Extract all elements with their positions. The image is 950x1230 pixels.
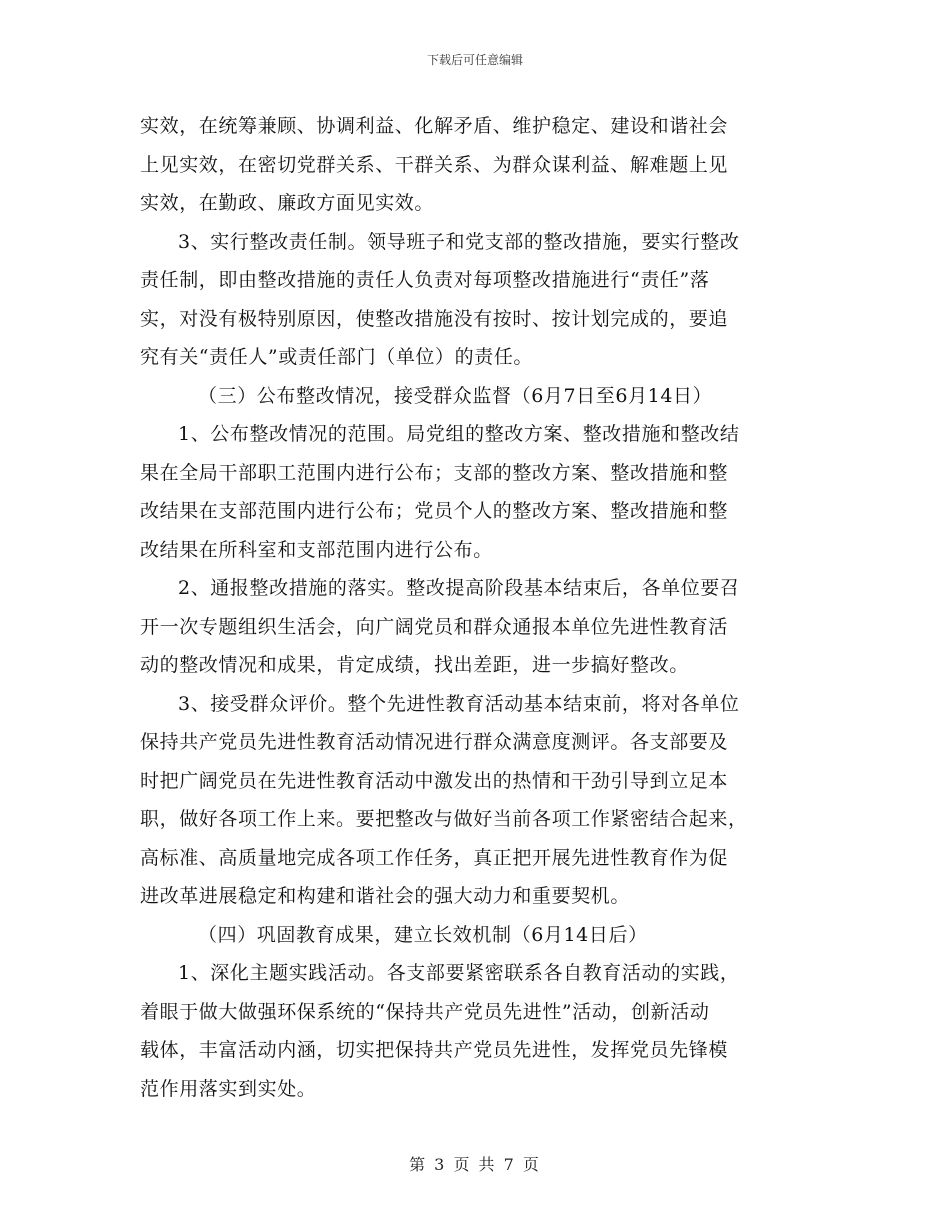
page-footer: 第 3 页 共 7 页	[409, 1155, 541, 1174]
text-line: 上见实效，在密切党群关系、干群关系、为群众谋利益、解难题上见	[140, 153, 729, 176]
text-line: 责任制，即由整改措施的责任人负责对每项整改措施进行“责任”落	[140, 269, 710, 291]
paragraph-start-line: 3、实行整改责任制。领导班子和党支部的整改措施，要实行整改	[178, 230, 740, 253]
text-line: 时把广阔党员在先进性教育活动中激发出的热情和干劲引导到立足本	[140, 769, 729, 792]
paragraph-start-line: 3、接受群众评价。整个先进性教育活动基本结束前，将对各单位	[178, 692, 740, 715]
text-line: 范作用落实到实处。	[140, 1077, 317, 1100]
text-line: 果在全局干部职工范围内进行公布；支部的整改方案、整改措施和整	[140, 461, 729, 484]
section-heading: （四）巩固教育成果，建立长效机制（6月14日后）	[198, 923, 648, 946]
text-line: 实效，在勤政、廉政方面见实效。	[140, 192, 435, 214]
paragraph-start-line: 1、深化主题实践活动。各支部要紧密联系各自教育活动的实践，	[178, 962, 740, 984]
text-line: 实效，在统筹兼顾、协调利益、化解矛盾、维护稳定、建设和谐社会	[140, 115, 729, 137]
text-line: 实，对没有极特别原因，使整改措施没有按时、按计划完成的，要追	[140, 307, 729, 330]
paragraph-start-line: 1、公布整改情况的范围。局党组的整改方案、整改措施和整改结	[178, 423, 740, 445]
document-body	[140, 107, 808, 1108]
text-line: 改结果在支部范围内进行公布；党员个人的整改方案、整改措施和整	[140, 500, 729, 522]
text-line: 究有关“责任人”或责任部门（单位）的责任。	[140, 346, 534, 368]
text-line: 保持共产党员先进性教育活动情况进行群众满意度测评。各支部要及	[140, 731, 729, 753]
text-line: 改结果在所科室和支部范围内进行公布。	[140, 538, 493, 561]
text-line: 载体，丰富活动内涵，切实把保持共产党员先进性，发挥党员先锋模	[140, 1039, 729, 1061]
text-line: 职，做好各项工作上来。要把整改与做好当前各项工作紧密结合起来，	[140, 808, 748, 830]
text-line: 高标准、高质量地完成各项工作任务，真正把开展先进性教育作为促	[140, 846, 729, 869]
page-header: 下载后可任意编辑	[426, 53, 523, 67]
paragraph-start-line: 2、通报整改措施的落实。整改提高阶段基本结束后，各单位要召	[178, 577, 740, 599]
text-line: 着眼于做大做强环保系统的“保持共产党员先进性”活动，创新活动	[140, 1000, 710, 1023]
text-line: 动的整改情况和成果，肯定成绩，找出差距，进一步搞好整改。	[140, 654, 689, 676]
text-line: 进改革进展稳定和构建和谐社会的强大动力和重要契机。	[140, 885, 631, 907]
section-heading: （三）公布整改情况，接受群众监督（6月7日至6月14日）	[198, 384, 713, 407]
text-line: 开一次专题组织生活会，向广阔党员和群众通报本单位先进性教育活	[140, 615, 729, 638]
